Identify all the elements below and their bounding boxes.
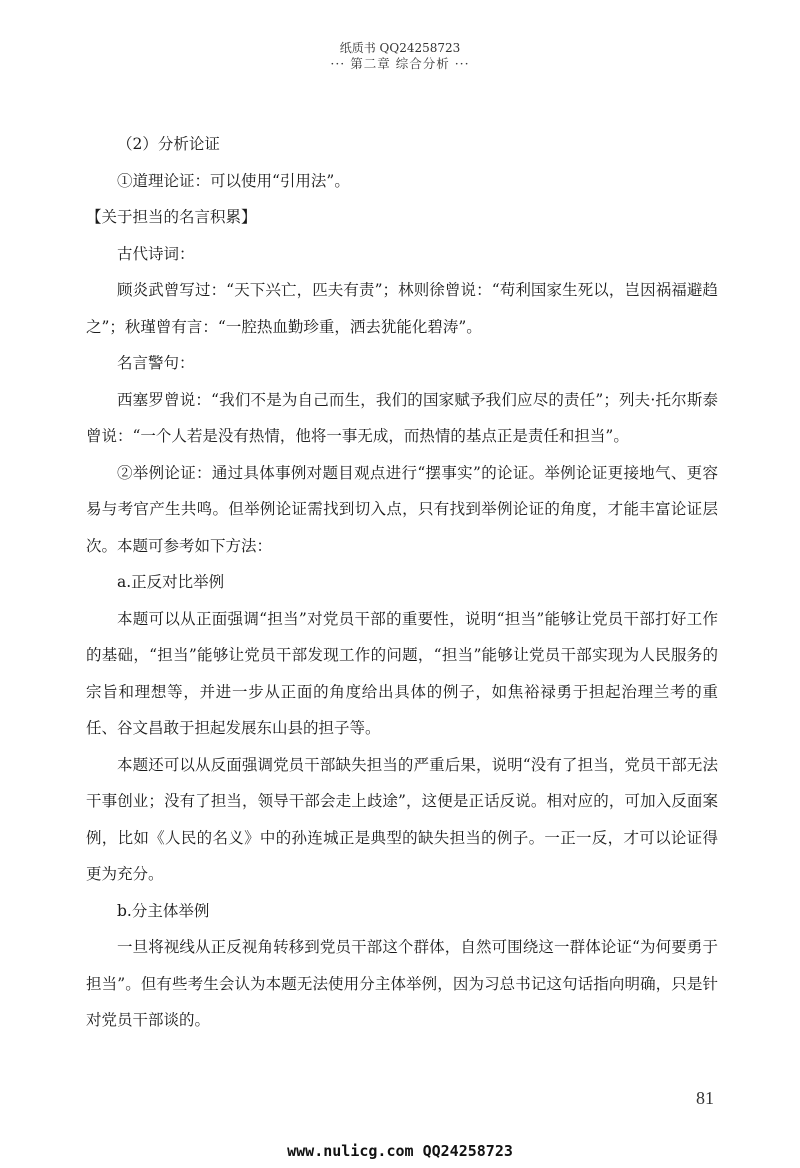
paragraph-example-argument: ②举例论证：通过具体事例对题目观点进行“摆事实”的论证。举例论证更接地气、更容易与考官产生共鸣。但举例论证需找到切入点，只有找到举例论证的角度，才能丰富论证层次。本题可参考如下方法： [86,463,718,555]
chapter-title: ··· 第二章 综合分析 ··· [330,56,470,71]
footer-watermark: www.nulicg.com QQ24258723 [287,1142,513,1160]
paragraph-famous-quotes: 西塞罗曾说：“我们不是为自己而生，我们的国家赋予我们应尽的责任”；列夫·托尔斯泰曾说：“一个人若是没有热情，他将一事无成，而热情的基点正是责任和担当”。 [86,390,718,445]
subheading-positive-negative: a.正反对比举例 [117,573,225,591]
paragraph-reasoning-argument: ①道理论证：可以使用“引用法”。 [117,171,350,190]
page-header [0,40,800,72]
page-number: 81 [696,1088,714,1108]
section-heading: （2）分析论证 [117,135,220,153]
paragraph-ancient-quotes: 顾炎武曾写过：“天下兴亡，匹夫有责”；林则徐曾说：“苟利国家生死以，岂因祸福避趋之”；秋瑾曾有言：“一腔热血勤珍重，洒去犹能化碧涛”。 [86,281,718,336]
header-watermark: 纸质书 QQ24258723 [339,41,461,55]
subheading-ancient-poetry: 古代诗词： [117,244,195,263]
subheading-famous-sayings: 名言警句： [117,354,195,372]
paragraph-subject-examples: 一旦将视线从正反视角转移到党员干部这个群体，自然可围绕这一群体论证“为何要勇于担当”。但有些考生会认为本题无法使用分主体举例，因为习总书记这句话指向明确，只是针对党员干部谈的。 [86,938,718,1029]
paragraph-positive-examples: 本题可以从正面强调“担当”对党员干部的重要性，说明“担当”能够让党员干部打好工作的基础，“担当”能够让党员干部发现工作的问题，“担当”能够让党员干部实现为人民服务的宗旨和理想等，并进一步从正面的角度给出具体的例子，如焦裕禄勇于担起治理兰考的重任、谷文昌敢于担起发展东山县的担子等。 [86,609,718,737]
subheading-subject-examples: b.分主体举例 [117,901,210,920]
quote-collection-heading: 【关于担当的名言积累】 [86,208,257,226]
page-body [86,126,718,1039]
paragraph-negative-examples: 本题还可以从反面强调党员干部缺失担当的严重后果，说明“没有了担当，党员干部无法干事创业；没有了担当，领导干部会走上歧途”，这便是正话反说。相对应的，可加入反面案例，比如《人民的名义》中的孙连城正是典型的缺失担当的例子。一正一反，才可以论证得更为充分。 [86,755,718,883]
